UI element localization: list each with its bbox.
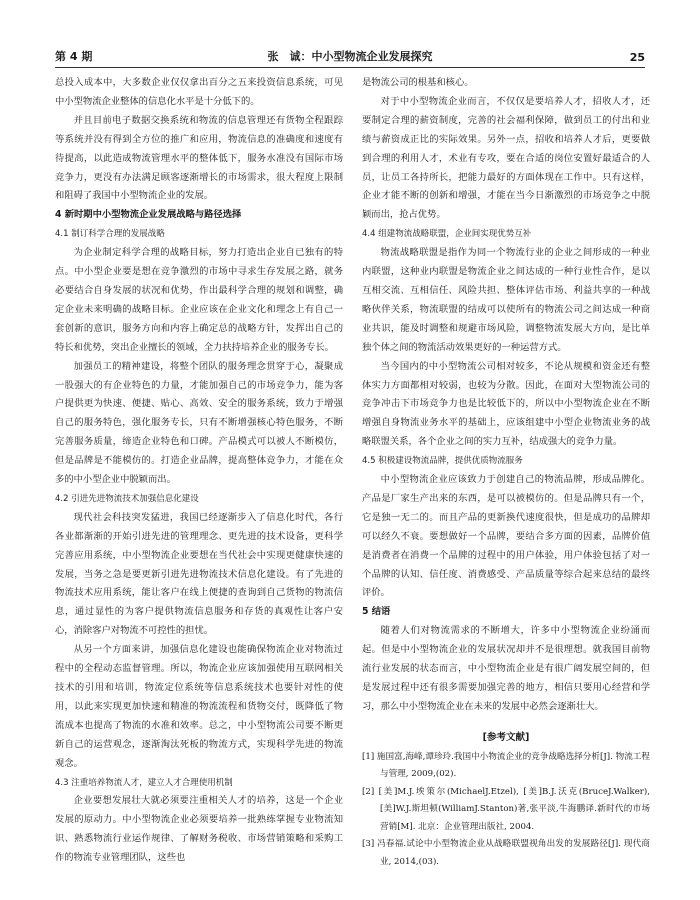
section-heading-4-2: 4.2 引进先进物流技术加强信息化建设 [55, 493, 199, 504]
reference-item: [1] 施国富,海峰,谭珍玲.我国中小物流企业的竞争战略选择分析[J]. 物流工程与管理, 2009,(02). [362, 751, 650, 780]
paragraph: 从另一个方面来讲，加强信息化建设也能确保物流企业对物流过程中的全程动态监督管理。所以，物流企业应该加强使用互联网相关技术的引用和培训，物流定位系统等信息系统技术也要针对性的使用，以此来实现更加快速和精准的物流流程和货物交付，既降低了物流成本也提高了物流的水准和效率。总之，中小型物流公司要不断更新自己的运营观念，逐渐淘汰死板的物流方式，实现科学先进的物流观念。 [55, 644, 343, 769]
reference-item: [3] 冯春福.试论中小型物流企业从战略联盟视角出发的发展路径[J]. 现代商业, 2014,(03). [362, 839, 650, 867]
references-title: [参考文献] [482, 731, 530, 743]
paragraph: 物流战略联盟是指作为同一个物流行业的企业之间形成的一种业内联盟，这种业内联盟是物流企业之间达成的一种行业性合作，是以互相交流、互相信任、风险共担、整体评估市场、利益共享的一种战略伙伴关系，物流联盟的结成可以使所有的物流公司之间达成一种商业共识，能及时调整和规避市场风险，调整物流发展大方向，是比单独个体之间的物流活动效果更好的一种运营方式。 [362, 247, 650, 353]
paragraph: 加强员工的精神建设，将整个团队的服务理念贯穿于心，凝聚成一股强大的有企业特色的力量，才能加强自己的市场竞争力，能为客户提供更为快速、便捷、贴心、高效、安全的服务系统，致力于增强自己的服务特色，强化服务专长，只有不断增强核心特色服务，不断完善服务质量，缔造企业特色和口碑。产品模式可以被人不断模仿，但是品牌是不能模仿的。打造企业品牌，提高整体竞争力，才能在众多的中小型企业中脱颖而出。 [55, 360, 343, 486]
header-rule [55, 67, 645, 68]
section-heading-4-4: 4.4 组建物流战略联盟，企业间实现优势互补 [362, 229, 532, 240]
section-heading-4: 4 新时期中小型物流企业发展战略与路径选择 [55, 209, 242, 221]
paragraph: 为企业制定科学合理的战略目标，努力打造出企业自已独有的特点。中小型企业要是想在竞争激烈的市场中寻求生存发展之路，就务必要结合自身发展的状况和优势，作出最科学合理的规划和调整，确定企业未来明确的战略目标。企业应该在企业文化和理念上有自己一套创新的意识，服务方向和内容上确定总的战略方针，发挥出自己的特长和优势，突出企业擅长的领域，全力扶持培养企业的服务专长。 [55, 247, 343, 353]
section-heading-5: 5 结语 [362, 606, 391, 618]
section-heading-4-1: 4.1 制订科学合理的发展战略 [55, 229, 165, 240]
page-number: 25 [629, 51, 645, 64]
right-column [362, 74, 650, 884]
section-heading-4-5: 4.5 积极建设物流品牌，提供优质物流服务 [362, 456, 523, 467]
reference-item: [2] [美]M.J.埃策尔(MichaelJ.Etzel), [美]B.J.沃克(BruceJ.Walker), [美]W.J.斯坦顿(WilliamJ.Stanton)著,张平淡,牛海鹏译.新时代的市场营销[M]. 北京：企业管理出版社, 2004. [362, 786, 650, 832]
paragraph: 并且目前电子数据交换系统和物流的信息管理还有货物全程跟踪等系统并没有得到全方位的推广和应用，物流信息的准确度和速度有待提高，以此造成物流管理水平的整体低下，服务水准没有国际市场竞争力，更没有办法满足顾客逐渐增长的市场需求，很大程度上限制和阻碍了我国中小型物流企业的发展。 [55, 114, 343, 202]
paragraph: 当今国内的中小型物流公司相对较多，不论从规模和资金还有整体实力方面都相对较弱，也较为分散。因此，在面对大型物流公司的竞争冲击下市场竞争力也是比较低下的，所以中小型物流企业在不断增强自身物流业务水平的基础上，应该组建中小型企业物流业务的战略联盟关系，各个企业之间的实力互补，结成强大的竞争力量。 [362, 360, 650, 448]
paragraph: 中小型物流企业应该致力于创建自己的物流品牌，形成品牌化。产品是厂家生产出来的东西，是可以被模仿的。但是品牌只有一个，它是独一无二的。而且产品的更新换代速度很快，但是成功的品牌却可以经久不衰。要想做好一个品牌，要结合多方面的因素，品牌价值是消费者在消费一个品牌的过程中的用户体验，用户体验包括了对一个品牌的认知、信任度、消费感受、产品质量等综合起来总结的最终评价。 [362, 474, 650, 599]
left-column [55, 74, 343, 884]
paragraph: 对于中小型物流企业而言，不仅仅是要培养人才，招收人才，还要制定合理的薪资制度，完善的社会福利保障，做到员工的付出和业绩与薪资成正比的实际效果。另外一点，招收和培养人才后，更要做到合理的利用人才，术业有专攻，要在合适的岗位安置好最适合的人员，让员工各持所长，把能力最好的方面体现在工作中。只有这样，企业才能不断的创新和增强，才能在当今日渐激烈的市场竞争之中脱颖而出，抢占优势。 [362, 95, 650, 221]
section-heading-4-3: 4.3 注重培养物流人才，建立人才合理使用机制 [55, 777, 233, 788]
running-title: 张 诚：中小型物流企业发展探究 [267, 50, 433, 63]
paragraph: 现代社会科技突发猛进，我国已经逐渐步入了信息化时代，各行各业都渐渐的开始引进先进的管理理念、更先进的技术设备，更科学完善应用系统，中小型物流企业要想在当代社会中实现更健康快速的发展，当务之急是要更新引进先进物流技术信息化建设。有了先进的物流技术应用系统，能让客户在线上便捷的查询到自己货物的物流信息，通过显性的为客户提供物流信息服务和存货的真观性让客户安心，消除客户对物流不可控性的担忧。 [55, 511, 343, 637]
paragraph: 企业要想发展壮大就必须要注重相关人才的培养，这是一个企业发展的原动力。中小型物流企业必须要培养一批熟练掌握专业物流知识、熟悉物流行业运作规律、了解财务税收、市场营销策略和采购工作的物流专业管理团队，这些也 [55, 795, 343, 864]
paragraph: 随着人们对物流需求的不断增大，许多中小型物流企业纷涌而起。但是中小型物流企业的发展状况却并不是很理想。就我国目前物流行业发展的状态而言，中小型物流企业是有很广阔发展空间的，但是发展过程中还有很多需要加强完善的地方，相信只要用心经营和学习，那么中小型物流企业在未来的发展中必然会逐渐壮大。 [362, 625, 650, 712]
paragraph: 是物流公司的根基和核心。 [362, 77, 474, 88]
issue-number: 第 4 期 [55, 50, 93, 63]
running-header [55, 44, 645, 64]
paragraph: 总投入成本中，大多数企业仅仅拿出百分之五来投资信息系统，可见中小型物流企业整体的信息化水平是十分低下的。 [55, 77, 343, 107]
